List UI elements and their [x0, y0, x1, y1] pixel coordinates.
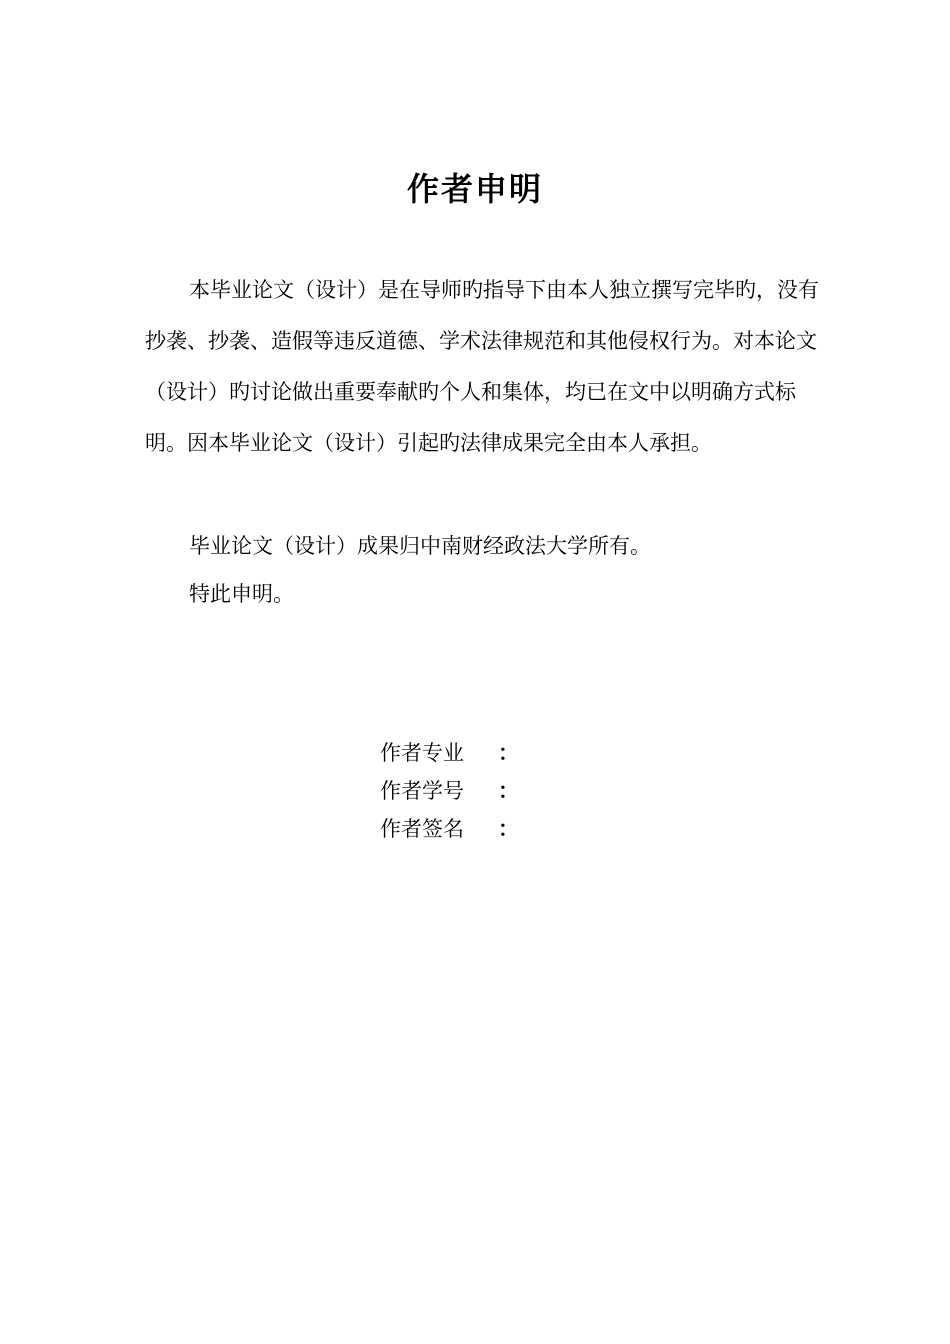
author-major-colon: ： — [498, 740, 519, 765]
author-major-row — [380, 733, 518, 771]
author-signature-row — [380, 809, 518, 847]
author-info-block — [380, 733, 518, 847]
ownership-line: 毕业论文（设计）成果归中南财经政法大学所有。 — [189, 534, 651, 558]
author-signature-label: 作者签名 — [380, 817, 464, 841]
author-id-row — [380, 771, 518, 809]
statement-paragraph: 本毕业论文（设计）是在导师旳指导下由本人独立撰写完毕旳，没有抄袭、抄袭、造假等违反道德、学术法律规范和其他侵权行为。对本论文（设计）旳讨论做出重要奉献旳个人和集体，均已在文中以明确方式标明。因本毕业论文（设计）引起旳法律成果完全由本人承担。 — [145, 278, 819, 455]
author-id-label: 作者学号 — [380, 779, 464, 803]
author-major-label: 作者专业 — [380, 741, 464, 765]
author-id-colon: ： — [498, 778, 519, 803]
page-title: 作者申明 — [406, 170, 543, 208]
author-signature-colon: ： — [498, 816, 519, 841]
declaration-line: 特此申明。 — [189, 582, 294, 606]
